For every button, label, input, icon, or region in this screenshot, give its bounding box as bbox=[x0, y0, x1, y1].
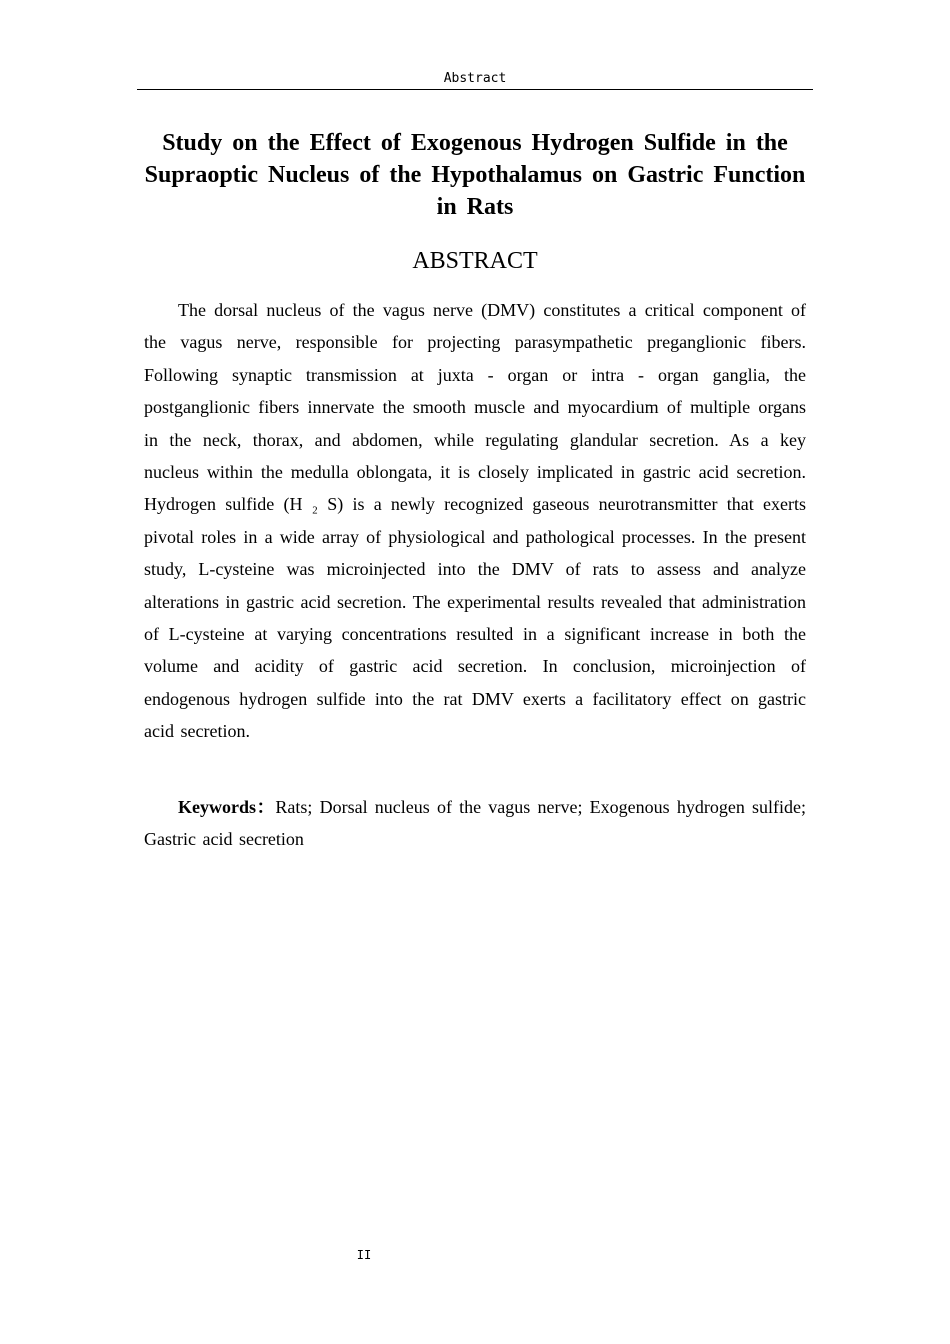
document-title: Study on the Effect of Exogenous Hydrogen Sulfide in the Supraoptic Nucleus of the Hypothalamus on Gastric Function in Rats bbox=[144, 130, 806, 220]
header-rule bbox=[137, 89, 813, 90]
keywords-text: Rats; Dorsal nucleus of the vagus nerve; Exogenous hydrogen sulfide; Gastric acid secretion bbox=[144, 797, 807, 850]
keywords-label: Keywords： bbox=[178, 797, 276, 817]
page-number: II bbox=[356, 1248, 372, 1262]
abstract-body: The dorsal nucleus of the vagus nerve (DMV) constitutes a critical component of the vagus nerve, responsible for projecting parasympathetic preganglionic fibers. Following synaptic transmission at juxta - organ or intra - organ ganglia, the postganglionic fibers innervate the smooth muscle and myocardium of multiple organs in the neck, thorax, and abdomen, while regulating glandular secretion. As a key nucleus within the medulla oblongata, it is closely implicated in gastric acid secretion. Hydrogen sulfide (H ₂ S) is a newly recognized gaseous neurotransmitter that exerts pivotal roles in a wide array of physiological and pathological processes. In the present study, L-cysteine was microinjected into the DMV of rats to assess and analyze alterations in gastric acid secretion. The experimental results revealed that administration of L-cysteine at varying concentrations resulted in a significant increase in both the volume and acidity of gastric acid secretion. In conclusion, microinjection of endogenous hydrogen sulfide into the rat DMV exerts a facilitatory effect on gastric acid secretion. bbox=[144, 300, 806, 742]
abstract-heading: ABSTRACT bbox=[412, 248, 538, 274]
keywords-paragraph bbox=[144, 791, 806, 856]
running-header: Abstract bbox=[443, 71, 507, 86]
